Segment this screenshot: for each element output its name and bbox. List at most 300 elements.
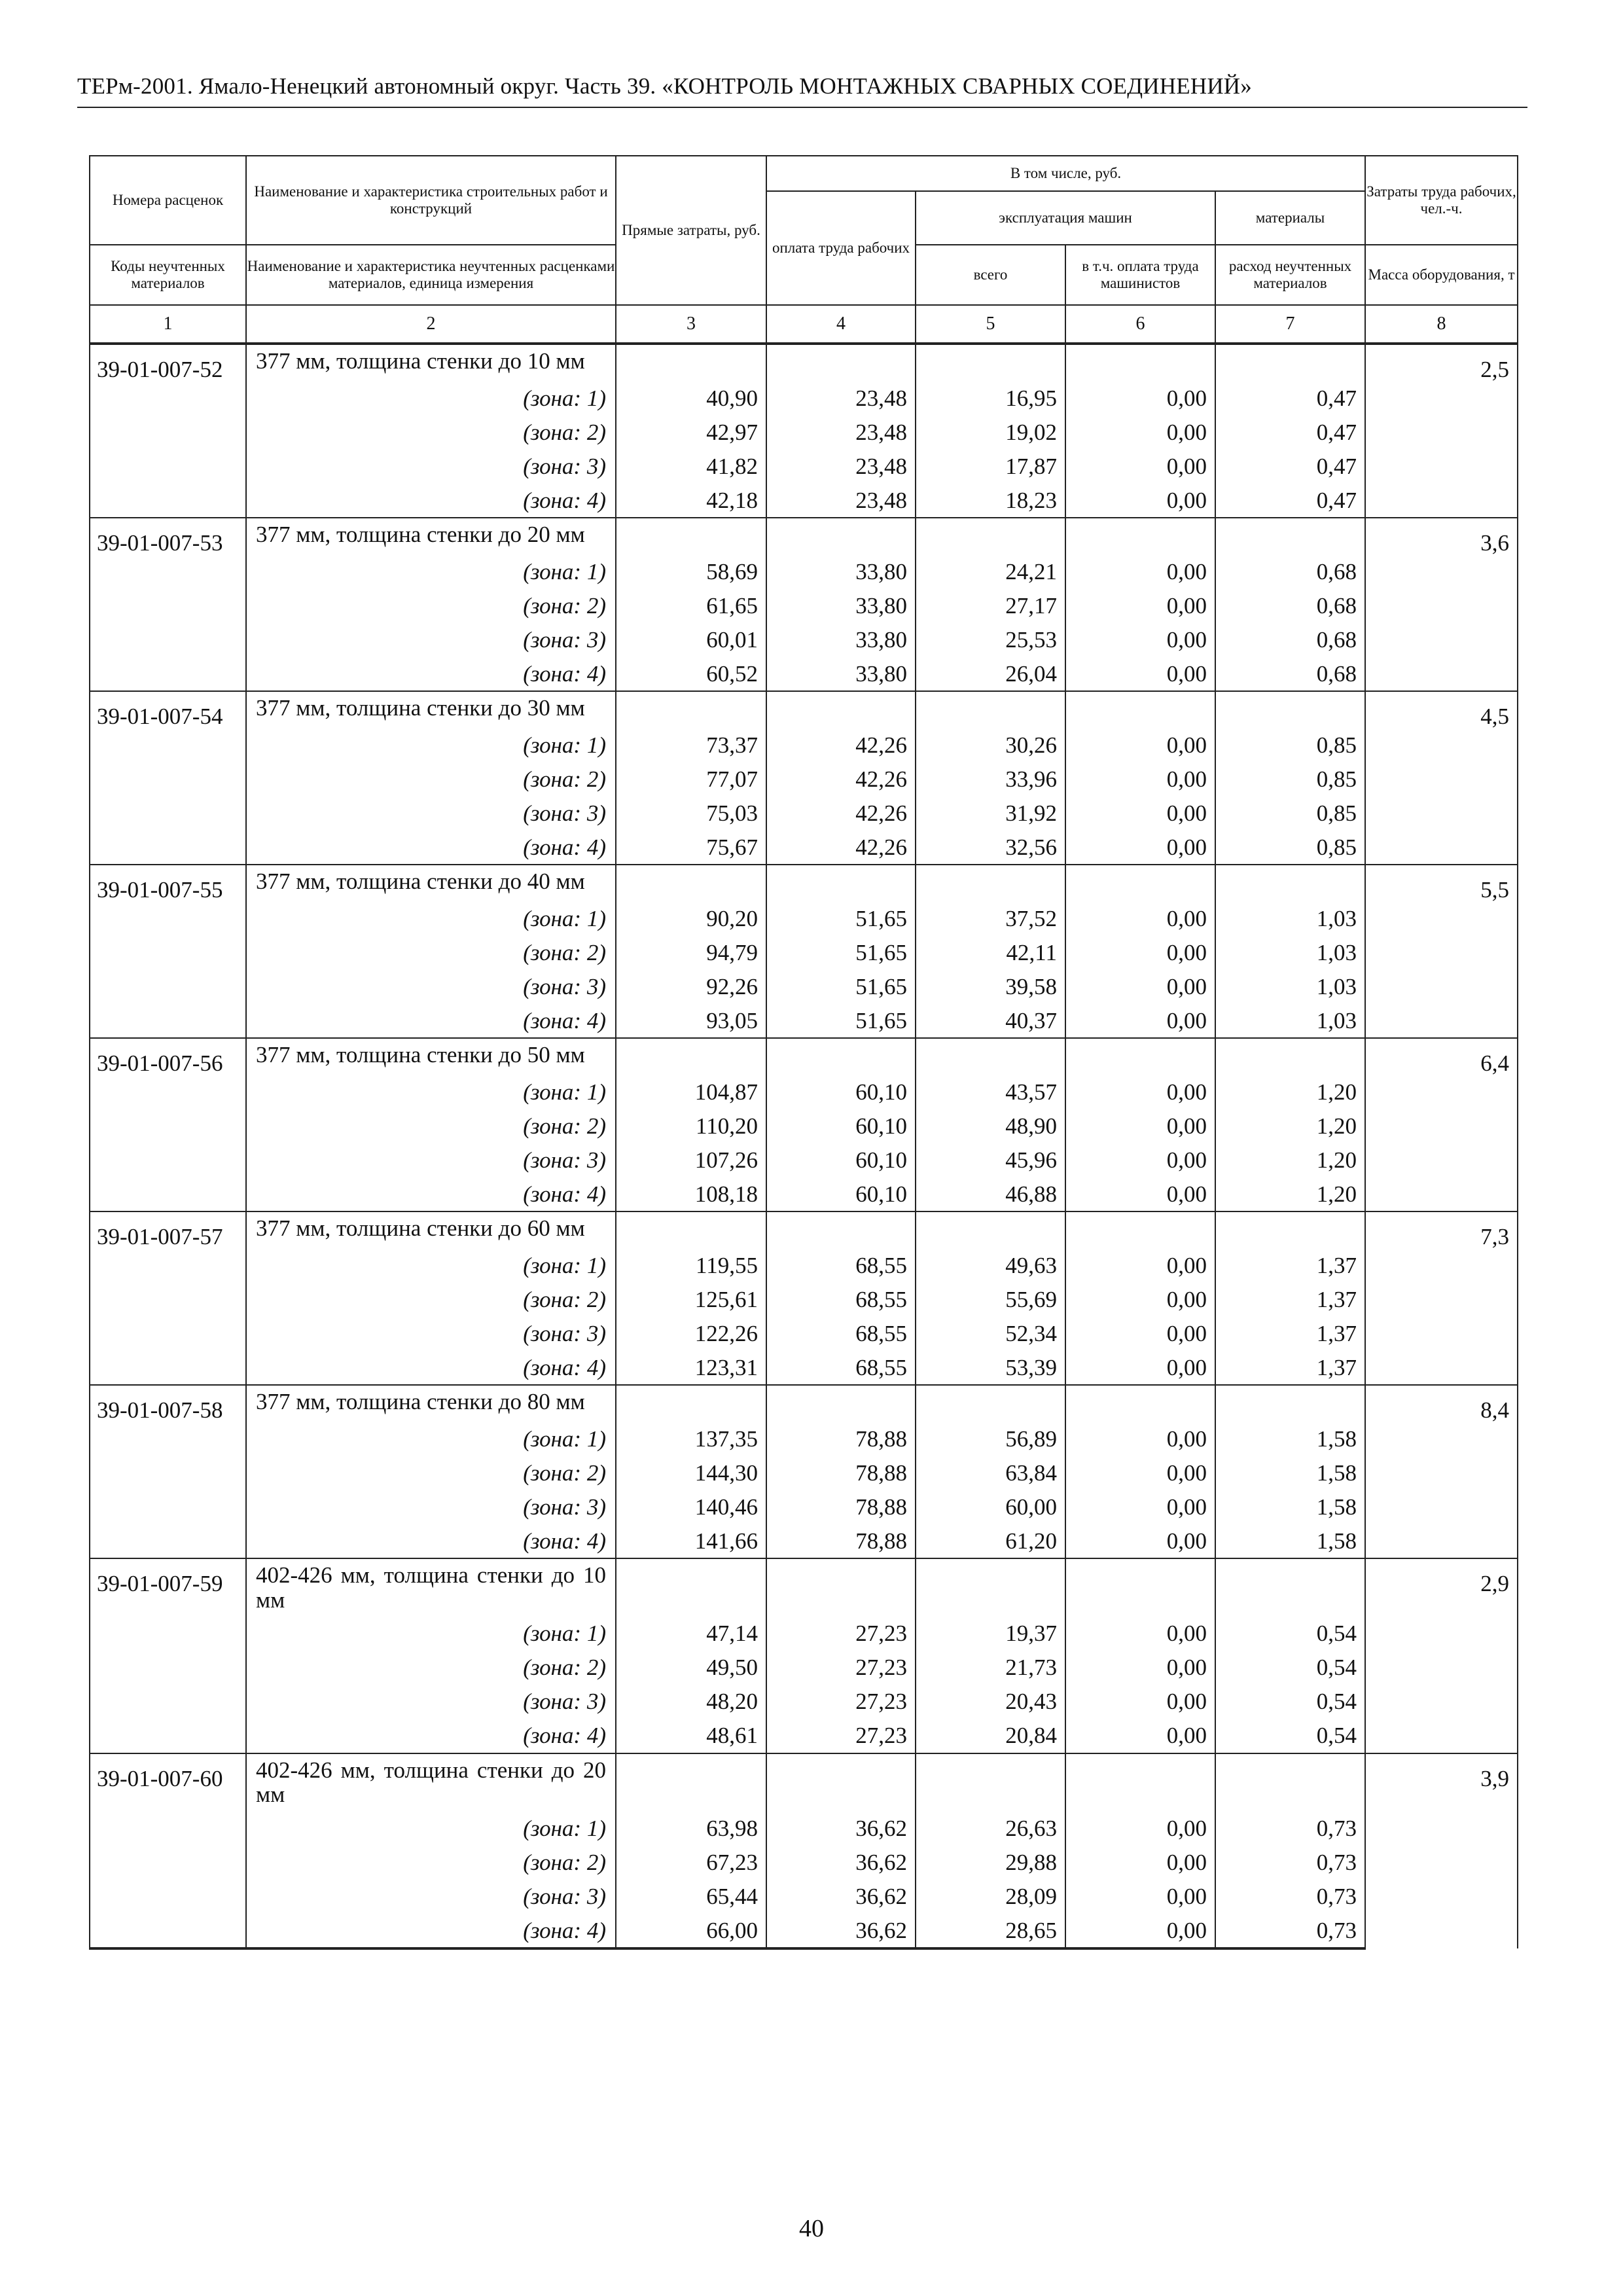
empty-cell bbox=[1065, 344, 1215, 381]
direct-cost-value: 108,18 bbox=[616, 1177, 766, 1211]
worker-wages-value: 60,10 bbox=[766, 1177, 916, 1211]
machines-total-value: 53,39 bbox=[916, 1350, 1065, 1385]
header-including: В том числе, руб. bbox=[766, 156, 1365, 191]
empty-cell bbox=[90, 1685, 246, 1719]
machines-total-value: 28,09 bbox=[916, 1879, 1065, 1913]
worker-wages-value: 51,65 bbox=[766, 935, 916, 969]
zone-label: (зона: 1) bbox=[246, 1811, 616, 1845]
materials-value: 0,54 bbox=[1215, 1719, 1365, 1753]
machines-total-value: 31,92 bbox=[916, 796, 1065, 830]
rate-entry-row bbox=[90, 518, 1518, 554]
direct-cost-value: 77,07 bbox=[616, 762, 766, 796]
materials-value: 0,47 bbox=[1215, 449, 1365, 483]
zone-row bbox=[90, 969, 1518, 1003]
column-number: 3 bbox=[616, 305, 766, 344]
empty-cell bbox=[90, 1617, 246, 1651]
operator-wages-value: 0,00 bbox=[1065, 1422, 1215, 1456]
machines-total-value: 42,11 bbox=[916, 935, 1065, 969]
empty-cell bbox=[90, 969, 246, 1003]
materials-value: 1,37 bbox=[1215, 1316, 1365, 1350]
work-description: 402-426 мм, толщина стенки до 20 мм bbox=[246, 1753, 616, 1812]
materials-value: 0,85 bbox=[1215, 796, 1365, 830]
zone-row bbox=[90, 554, 1518, 588]
header-work-name: Наименование и характеристика строительных работ и конструкций bbox=[246, 156, 616, 245]
zone-row bbox=[90, 1811, 1518, 1845]
machines-total-value: 26,63 bbox=[916, 1811, 1065, 1845]
worker-wages-value: 60,10 bbox=[766, 1109, 916, 1143]
worker-wages-value: 33,80 bbox=[766, 554, 916, 588]
header-machine-operation: эксплуатация машин bbox=[916, 191, 1215, 245]
rate-code: 39-01-007-57 bbox=[90, 1211, 246, 1248]
empty-cell bbox=[90, 1719, 246, 1753]
header-direct-costs: Прямые затраты, руб. bbox=[616, 156, 766, 305]
zone-row bbox=[90, 1719, 1518, 1753]
zone-row bbox=[90, 1248, 1518, 1282]
zone-label: (зона: 3) bbox=[246, 1143, 616, 1177]
direct-cost-value: 75,67 bbox=[616, 830, 766, 865]
labor-cost-value: 3,6 bbox=[1365, 518, 1518, 691]
header-equipment-mass: Масса оборудования, т bbox=[1365, 245, 1518, 305]
header-rate-number: Номера расценок bbox=[90, 156, 246, 245]
zone-row bbox=[90, 796, 1518, 830]
machines-total-value: 20,43 bbox=[916, 1685, 1065, 1719]
worker-wages-value: 36,62 bbox=[766, 1845, 916, 1879]
operator-wages-value: 0,00 bbox=[1065, 1879, 1215, 1913]
empty-cell bbox=[90, 1003, 246, 1038]
zone-label: (зона: 2) bbox=[246, 1456, 616, 1490]
operator-wages-value: 0,00 bbox=[1065, 1845, 1215, 1879]
empty-cell bbox=[90, 1316, 246, 1350]
zone-label: (зона: 3) bbox=[246, 1316, 616, 1350]
empty-cell bbox=[1065, 1385, 1215, 1422]
rate-entry-row bbox=[90, 865, 1518, 901]
worker-wages-value: 36,62 bbox=[766, 1879, 916, 1913]
column-number: 7 bbox=[1215, 305, 1365, 344]
worker-wages-value: 68,55 bbox=[766, 1350, 916, 1385]
column-number: 8 bbox=[1365, 305, 1518, 344]
operator-wages-value: 0,00 bbox=[1065, 1350, 1215, 1385]
machines-total-value: 43,57 bbox=[916, 1075, 1065, 1109]
empty-cell bbox=[90, 1282, 246, 1316]
machines-total-value: 55,69 bbox=[916, 1282, 1065, 1316]
worker-wages-value: 51,65 bbox=[766, 969, 916, 1003]
zone-label: (зона: 3) bbox=[246, 796, 616, 830]
machines-total-value: 26,04 bbox=[916, 656, 1065, 691]
empty-cell bbox=[90, 830, 246, 865]
empty-cell bbox=[90, 796, 246, 830]
zone-row bbox=[90, 588, 1518, 622]
empty-cell bbox=[90, 1177, 246, 1211]
empty-cell bbox=[1215, 518, 1365, 554]
direct-cost-value: 47,14 bbox=[616, 1617, 766, 1651]
empty-cell bbox=[616, 691, 766, 728]
header-machines-total: всего bbox=[916, 245, 1065, 305]
work-description: 377 мм, толщина стенки до 30 мм bbox=[246, 691, 616, 728]
machines-total-value: 27,17 bbox=[916, 588, 1065, 622]
zone-row bbox=[90, 1177, 1518, 1211]
materials-value: 1,37 bbox=[1215, 1350, 1365, 1385]
operator-wages-value: 0,00 bbox=[1065, 796, 1215, 830]
operator-wages-value: 0,00 bbox=[1065, 1490, 1215, 1524]
empty-cell bbox=[90, 588, 246, 622]
empty-cell bbox=[1065, 691, 1215, 728]
empty-cell bbox=[90, 1456, 246, 1490]
empty-cell bbox=[616, 344, 766, 381]
operator-wages-value: 0,00 bbox=[1065, 381, 1215, 415]
direct-cost-value: 144,30 bbox=[616, 1456, 766, 1490]
direct-cost-value: 61,65 bbox=[616, 588, 766, 622]
machines-total-value: 56,89 bbox=[916, 1422, 1065, 1456]
rate-code: 39-01-007-53 bbox=[90, 518, 246, 554]
empty-cell bbox=[766, 344, 916, 381]
zone-label: (зона: 4) bbox=[246, 1524, 616, 1558]
machines-total-value: 46,88 bbox=[916, 1177, 1065, 1211]
operator-wages-value: 0,00 bbox=[1065, 1811, 1215, 1845]
zone-label: (зона: 1) bbox=[246, 728, 616, 762]
operator-wages-value: 0,00 bbox=[1065, 1143, 1215, 1177]
materials-value: 0,68 bbox=[1215, 656, 1365, 691]
rate-code: 39-01-007-54 bbox=[90, 691, 246, 728]
materials-value: 0,73 bbox=[1215, 1879, 1365, 1913]
worker-wages-value: 42,26 bbox=[766, 796, 916, 830]
rate-entry-row bbox=[90, 1211, 1518, 1248]
machines-total-value: 61,20 bbox=[916, 1524, 1065, 1558]
zone-label: (зона: 3) bbox=[246, 1490, 616, 1524]
zone-row bbox=[90, 1651, 1518, 1685]
rate-entry-row bbox=[90, 1558, 1518, 1617]
materials-value: 0,68 bbox=[1215, 554, 1365, 588]
empty-cell bbox=[90, 483, 246, 518]
rate-code: 39-01-007-60 bbox=[90, 1753, 246, 1812]
operator-wages-value: 0,00 bbox=[1065, 969, 1215, 1003]
worker-wages-value: 42,26 bbox=[766, 728, 916, 762]
worker-wages-value: 78,88 bbox=[766, 1456, 916, 1490]
zone-row bbox=[90, 901, 1518, 935]
direct-cost-value: 60,01 bbox=[616, 622, 766, 656]
zone-label: (зона: 3) bbox=[246, 1685, 616, 1719]
empty-cell bbox=[766, 1558, 916, 1617]
empty-cell bbox=[1215, 865, 1365, 901]
empty-cell bbox=[766, 691, 916, 728]
machines-total-value: 39,58 bbox=[916, 969, 1065, 1003]
operator-wages-value: 0,00 bbox=[1065, 1177, 1215, 1211]
empty-cell bbox=[616, 1038, 766, 1075]
direct-cost-value: 140,46 bbox=[616, 1490, 766, 1524]
zone-row bbox=[90, 762, 1518, 796]
direct-cost-value: 58,69 bbox=[616, 554, 766, 588]
empty-cell bbox=[90, 1350, 246, 1385]
empty-cell bbox=[766, 1753, 916, 1812]
empty-cell bbox=[1215, 1211, 1365, 1248]
empty-cell bbox=[1065, 1558, 1215, 1617]
materials-value: 0,47 bbox=[1215, 415, 1365, 449]
zone-row bbox=[90, 1282, 1518, 1316]
operator-wages-value: 0,00 bbox=[1065, 1913, 1215, 1948]
empty-cell bbox=[90, 1422, 246, 1456]
direct-cost-value: 66,00 bbox=[616, 1913, 766, 1948]
zone-label: (зона: 3) bbox=[246, 969, 616, 1003]
zone-row bbox=[90, 1490, 1518, 1524]
direct-cost-value: 123,31 bbox=[616, 1350, 766, 1385]
machines-total-value: 25,53 bbox=[916, 622, 1065, 656]
work-description: 377 мм, толщина стенки до 80 мм bbox=[246, 1385, 616, 1422]
operator-wages-value: 0,00 bbox=[1065, 622, 1215, 656]
labor-cost-value: 6,4 bbox=[1365, 1038, 1518, 1211]
direct-cost-value: 125,61 bbox=[616, 1282, 766, 1316]
worker-wages-value: 60,10 bbox=[766, 1143, 916, 1177]
zone-label: (зона: 2) bbox=[246, 1651, 616, 1685]
worker-wages-value: 68,55 bbox=[766, 1282, 916, 1316]
empty-cell bbox=[916, 1038, 1065, 1075]
operator-wages-value: 0,00 bbox=[1065, 935, 1215, 969]
direct-cost-value: 60,52 bbox=[616, 656, 766, 691]
zone-label: (зона: 4) bbox=[246, 1719, 616, 1753]
zone-label: (зона: 1) bbox=[246, 554, 616, 588]
direct-cost-value: 141,66 bbox=[616, 1524, 766, 1558]
work-description: 377 мм, толщина стенки до 40 мм bbox=[246, 865, 616, 901]
operator-wages-value: 0,00 bbox=[1065, 656, 1215, 691]
work-description: 377 мм, толщина стенки до 20 мм bbox=[246, 518, 616, 554]
header-operator-wages: в т.ч. оплата труда машинистов bbox=[1065, 245, 1215, 305]
materials-value: 0,85 bbox=[1215, 762, 1365, 796]
machines-total-value: 33,96 bbox=[916, 762, 1065, 796]
worker-wages-value: 36,62 bbox=[766, 1811, 916, 1845]
direct-cost-value: 73,37 bbox=[616, 728, 766, 762]
zone-label: (зона: 2) bbox=[246, 588, 616, 622]
machines-total-value: 30,26 bbox=[916, 728, 1065, 762]
labor-cost-value: 8,4 bbox=[1365, 1385, 1518, 1558]
empty-cell bbox=[90, 728, 246, 762]
rate-code: 39-01-007-59 bbox=[90, 1558, 246, 1617]
rate-code: 39-01-007-55 bbox=[90, 865, 246, 901]
machines-total-value: 24,21 bbox=[916, 554, 1065, 588]
rates-table bbox=[89, 155, 1518, 1950]
operator-wages-value: 0,00 bbox=[1065, 1282, 1215, 1316]
labor-cost-value: 7,3 bbox=[1365, 1211, 1518, 1385]
materials-value: 0,73 bbox=[1215, 1845, 1365, 1879]
empty-cell bbox=[90, 1811, 246, 1845]
materials-value: 0,54 bbox=[1215, 1651, 1365, 1685]
empty-cell bbox=[90, 1109, 246, 1143]
machines-total-value: 19,37 bbox=[916, 1617, 1065, 1651]
worker-wages-value: 23,48 bbox=[766, 415, 916, 449]
direct-cost-value: 63,98 bbox=[616, 1811, 766, 1845]
zone-row bbox=[90, 830, 1518, 865]
machines-total-value: 19,02 bbox=[916, 415, 1065, 449]
operator-wages-value: 0,00 bbox=[1065, 588, 1215, 622]
header-material-codes: Коды неучтенных материалов bbox=[90, 245, 246, 305]
operator-wages-value: 0,00 bbox=[1065, 728, 1215, 762]
empty-cell bbox=[90, 901, 246, 935]
empty-cell bbox=[916, 518, 1065, 554]
operator-wages-value: 0,00 bbox=[1065, 1248, 1215, 1282]
zone-label: (зона: 4) bbox=[246, 1003, 616, 1038]
materials-value: 1,58 bbox=[1215, 1422, 1365, 1456]
work-description: 377 мм, толщина стенки до 10 мм bbox=[246, 344, 616, 381]
column-number: 5 bbox=[916, 305, 1065, 344]
empty-cell bbox=[616, 1211, 766, 1248]
empty-cell bbox=[916, 1753, 1065, 1812]
empty-cell bbox=[1065, 1038, 1215, 1075]
empty-cell bbox=[90, 1075, 246, 1109]
operator-wages-value: 0,00 bbox=[1065, 830, 1215, 865]
empty-cell bbox=[90, 1913, 246, 1948]
zone-label: (зона: 2) bbox=[246, 1282, 616, 1316]
work-description: 402-426 мм, толщина стенки до 10 мм bbox=[246, 1558, 616, 1617]
materials-value: 0,54 bbox=[1215, 1685, 1365, 1719]
table-body bbox=[90, 344, 1518, 1948]
operator-wages-value: 0,00 bbox=[1065, 554, 1215, 588]
worker-wages-value: 42,26 bbox=[766, 762, 916, 796]
worker-wages-value: 78,88 bbox=[766, 1524, 916, 1558]
empty-cell bbox=[766, 1385, 916, 1422]
operator-wages-value: 0,00 bbox=[1065, 901, 1215, 935]
empty-cell bbox=[90, 381, 246, 415]
materials-value: 0,73 bbox=[1215, 1811, 1365, 1845]
labor-cost-value: 2,5 bbox=[1365, 344, 1518, 518]
machines-total-value: 32,56 bbox=[916, 830, 1065, 865]
direct-cost-value: 48,20 bbox=[616, 1685, 766, 1719]
running-title: ТЕРм-2001. Ямало-Ненецкий автономный округ. Часть 39. «КОНТРОЛЬ МОНТАЖНЫХ СВАРНЫХ СОЕДИНЕНИЙ» bbox=[77, 73, 1252, 99]
materials-value: 0,73 bbox=[1215, 1913, 1365, 1948]
zone-label: (зона: 1) bbox=[246, 1422, 616, 1456]
machines-total-value: 28,65 bbox=[916, 1913, 1065, 1948]
zone-row bbox=[90, 1685, 1518, 1719]
zone-row bbox=[90, 622, 1518, 656]
direct-cost-value: 107,26 bbox=[616, 1143, 766, 1177]
worker-wages-value: 23,48 bbox=[766, 449, 916, 483]
materials-value: 1,20 bbox=[1215, 1177, 1365, 1211]
empty-cell bbox=[90, 1248, 246, 1282]
header-worker-wages: оплата труда рабочих bbox=[766, 191, 916, 305]
zone-label: (зона: 3) bbox=[246, 622, 616, 656]
materials-value: 0,47 bbox=[1215, 381, 1365, 415]
empty-cell bbox=[616, 1558, 766, 1617]
rate-code: 39-01-007-52 bbox=[90, 344, 246, 381]
labor-cost-value: 3,9 bbox=[1365, 1753, 1518, 1949]
worker-wages-value: 27,23 bbox=[766, 1617, 916, 1651]
operator-wages-value: 0,00 bbox=[1065, 483, 1215, 518]
zone-label: (зона: 1) bbox=[246, 1617, 616, 1651]
direct-cost-value: 75,03 bbox=[616, 796, 766, 830]
direct-cost-value: 42,97 bbox=[616, 415, 766, 449]
zone-row bbox=[90, 483, 1518, 518]
materials-value: 0,47 bbox=[1215, 483, 1365, 518]
machines-total-value: 45,96 bbox=[916, 1143, 1065, 1177]
empty-cell bbox=[1215, 1385, 1365, 1422]
machines-total-value: 18,23 bbox=[916, 483, 1065, 518]
machines-total-value: 21,73 bbox=[916, 1651, 1065, 1685]
operator-wages-value: 0,00 bbox=[1065, 449, 1215, 483]
materials-value: 1,37 bbox=[1215, 1282, 1365, 1316]
operator-wages-value: 0,00 bbox=[1065, 1651, 1215, 1685]
work-description: 377 мм, толщина стенки до 50 мм bbox=[246, 1038, 616, 1075]
zone-row bbox=[90, 1456, 1518, 1490]
worker-wages-value: 60,10 bbox=[766, 1075, 916, 1109]
direct-cost-value: 104,87 bbox=[616, 1075, 766, 1109]
zone-label: (зона: 1) bbox=[246, 1075, 616, 1109]
header-material-consumption: расход неучтенных материалов bbox=[1215, 245, 1365, 305]
zone-row bbox=[90, 1316, 1518, 1350]
empty-cell bbox=[90, 554, 246, 588]
worker-wages-value: 78,88 bbox=[766, 1490, 916, 1524]
worker-wages-value: 33,80 bbox=[766, 656, 916, 691]
empty-cell bbox=[90, 1524, 246, 1558]
empty-cell bbox=[1065, 1753, 1215, 1812]
direct-cost-value: 94,79 bbox=[616, 935, 766, 969]
zone-row bbox=[90, 1350, 1518, 1385]
direct-cost-value: 67,23 bbox=[616, 1845, 766, 1879]
empty-cell bbox=[90, 1143, 246, 1177]
rate-entry-row bbox=[90, 1753, 1518, 1812]
materials-value: 1,03 bbox=[1215, 1003, 1365, 1038]
empty-cell bbox=[616, 1385, 766, 1422]
labor-cost-value: 2,9 bbox=[1365, 1558, 1518, 1753]
worker-wages-value: 78,88 bbox=[766, 1422, 916, 1456]
empty-cell bbox=[616, 1753, 766, 1812]
zone-label: (зона: 1) bbox=[246, 901, 616, 935]
direct-cost-value: 110,20 bbox=[616, 1109, 766, 1143]
operator-wages-value: 0,00 bbox=[1065, 1316, 1215, 1350]
zone-label: (зона: 4) bbox=[246, 483, 616, 518]
worker-wages-value: 27,23 bbox=[766, 1685, 916, 1719]
empty-cell bbox=[616, 518, 766, 554]
zone-row bbox=[90, 1422, 1518, 1456]
worker-wages-value: 23,48 bbox=[766, 483, 916, 518]
operator-wages-value: 0,00 bbox=[1065, 1003, 1215, 1038]
column-number: 4 bbox=[766, 305, 916, 344]
zone-row bbox=[90, 1524, 1518, 1558]
rate-entry-row bbox=[90, 344, 1518, 381]
direct-cost-value: 122,26 bbox=[616, 1316, 766, 1350]
empty-cell bbox=[90, 1845, 246, 1879]
zone-row bbox=[90, 1913, 1518, 1948]
empty-cell bbox=[90, 656, 246, 691]
empty-cell bbox=[916, 865, 1065, 901]
empty-cell bbox=[1215, 344, 1365, 381]
empty-cell bbox=[1215, 1753, 1365, 1812]
direct-cost-value: 119,55 bbox=[616, 1248, 766, 1282]
zone-row bbox=[90, 1879, 1518, 1913]
worker-wages-value: 68,55 bbox=[766, 1248, 916, 1282]
empty-cell bbox=[90, 415, 246, 449]
zone-row bbox=[90, 935, 1518, 969]
direct-cost-value: 48,61 bbox=[616, 1719, 766, 1753]
zone-row bbox=[90, 1617, 1518, 1651]
materials-value: 1,20 bbox=[1215, 1109, 1365, 1143]
empty-cell bbox=[1065, 865, 1215, 901]
empty-cell bbox=[90, 449, 246, 483]
zone-row bbox=[90, 415, 1518, 449]
column-number: 2 bbox=[246, 305, 616, 344]
empty-cell bbox=[90, 1490, 246, 1524]
direct-cost-value: 42,18 bbox=[616, 483, 766, 518]
header-material-names: Наименование и характеристика неучтенных расценками материалов, единица измерения bbox=[246, 245, 616, 305]
worker-wages-value: 51,65 bbox=[766, 1003, 916, 1038]
labor-cost-value: 5,5 bbox=[1365, 865, 1518, 1038]
zone-label: (зона: 2) bbox=[246, 1845, 616, 1879]
zone-label: (зона: 1) bbox=[246, 1248, 616, 1282]
direct-cost-value: 92,26 bbox=[616, 969, 766, 1003]
zone-row bbox=[90, 1003, 1518, 1038]
materials-value: 1,03 bbox=[1215, 935, 1365, 969]
empty-cell bbox=[766, 1038, 916, 1075]
machines-total-value: 52,34 bbox=[916, 1316, 1065, 1350]
direct-cost-value: 41,82 bbox=[616, 449, 766, 483]
rate-entry-row bbox=[90, 691, 1518, 728]
zone-label: (зона: 3) bbox=[246, 449, 616, 483]
zone-row bbox=[90, 381, 1518, 415]
